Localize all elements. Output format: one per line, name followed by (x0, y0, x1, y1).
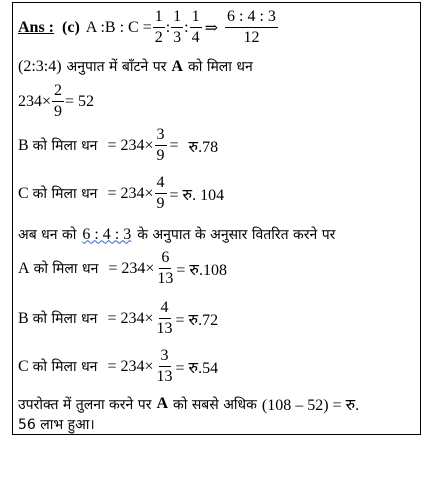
expression-prefix: = 234× (108, 259, 155, 277)
hindi-text: को मिला धन (187, 59, 253, 75)
equation-line (18, 300, 218, 337)
fraction-numerator: 1 (153, 9, 165, 28)
equation-line (18, 348, 218, 385)
fraction-denominator: 9 (54, 103, 63, 120)
hindi-text: उपरोक्त में तुलना करने पर (18, 396, 152, 413)
fraction-3 (190, 9, 202, 46)
hindi-text: को मिला धन (33, 261, 99, 277)
fraction-numerator: 6 : 4 : 3 (225, 9, 278, 28)
hindi-text: अनुपात में बाँटने पर (66, 59, 167, 75)
answer-line (18, 9, 279, 46)
hindi-text: के अनुपात के अनुसार वितरित करने पर (137, 227, 336, 243)
ratio-expression: A :B : C = (85, 18, 152, 36)
fraction-numerator: 4 (155, 175, 167, 194)
expression-result: = रु.108 (176, 261, 227, 279)
hindi-text: को मिला धन (32, 186, 98, 202)
answer-box (12, 2, 421, 435)
hindi-text: को मिला धन (32, 138, 98, 154)
variable-a: A (171, 57, 183, 75)
variable-c: C (18, 184, 29, 202)
result-fraction (225, 9, 278, 46)
expression: (108 – 52) = रु. (261, 397, 360, 414)
colon: : (184, 18, 189, 36)
expression-prefix: = 234× (107, 357, 154, 375)
fraction (155, 250, 175, 287)
fraction-numerator: 2 (52, 83, 64, 102)
fraction (155, 127, 167, 164)
fraction (155, 300, 175, 337)
expression-result: = रु.72 (175, 311, 219, 329)
ratio-text: (2:3:4) (18, 57, 62, 75)
variable-a: A (18, 259, 30, 277)
expression-result: रु.78 (188, 138, 219, 156)
equation-line (18, 175, 224, 212)
hindi-text: को सबसे अधिक (173, 396, 257, 413)
fraction-denominator: 13 (157, 270, 174, 287)
option-label: (c) (62, 18, 80, 36)
text-line (18, 415, 95, 434)
expression-result: = रु. 104 (169, 186, 225, 204)
expression-prefix: 234× (18, 92, 52, 110)
fraction-numerator: 6 (159, 250, 171, 269)
implies-arrow: ⇒ (204, 19, 219, 37)
fraction-numerator: 3 (159, 348, 171, 367)
hindi-text: 56 लाभ हुआ। (18, 417, 95, 433)
hindi-text: अब धन को (18, 227, 77, 243)
ratio-text: 6 : 4 : 3 (82, 225, 132, 243)
expression-prefix: = 234× (107, 184, 154, 202)
fraction-denominator: 9 (156, 195, 165, 212)
fraction (155, 175, 167, 212)
equation-line (18, 250, 227, 287)
fraction-denominator: 2 (154, 29, 163, 46)
equals-sign: = (169, 136, 179, 154)
variable-b: B (18, 136, 29, 154)
equation-line (18, 127, 218, 164)
fraction-denominator: 9 (156, 147, 165, 164)
variable-b: B (18, 309, 29, 327)
fraction-numerator: 4 (159, 300, 171, 319)
colon: : (165, 18, 171, 36)
fraction-numerator: 1 (190, 9, 202, 28)
fraction-denominator: 13 (156, 368, 173, 385)
expression-result: = 52 (65, 92, 95, 110)
equation-line (18, 83, 94, 120)
fraction-numerator: 3 (155, 127, 167, 146)
fraction-denominator: 3 (173, 29, 182, 46)
fraction (52, 83, 64, 120)
text-line (18, 57, 253, 76)
fraction-1 (153, 9, 165, 46)
text-line (18, 225, 335, 244)
ans-label: Ans : (18, 18, 55, 36)
hindi-text: को मिला धन (32, 311, 98, 327)
text-line (18, 393, 359, 415)
expression-result: = रु.54 (175, 359, 219, 377)
expression-prefix: = 234× (107, 136, 154, 154)
fraction-denominator: 4 (191, 29, 200, 46)
fraction-denominator: 13 (156, 320, 173, 337)
hindi-text: को मिला धन (32, 359, 98, 375)
fraction-denominator: 12 (243, 29, 260, 46)
variable-a: A (156, 395, 168, 412)
expression-prefix: = 234× (107, 309, 154, 327)
fraction-numerator: 1 (171, 9, 183, 28)
fraction (155, 348, 175, 385)
fraction-2 (171, 9, 183, 46)
variable-c: C (18, 357, 29, 375)
